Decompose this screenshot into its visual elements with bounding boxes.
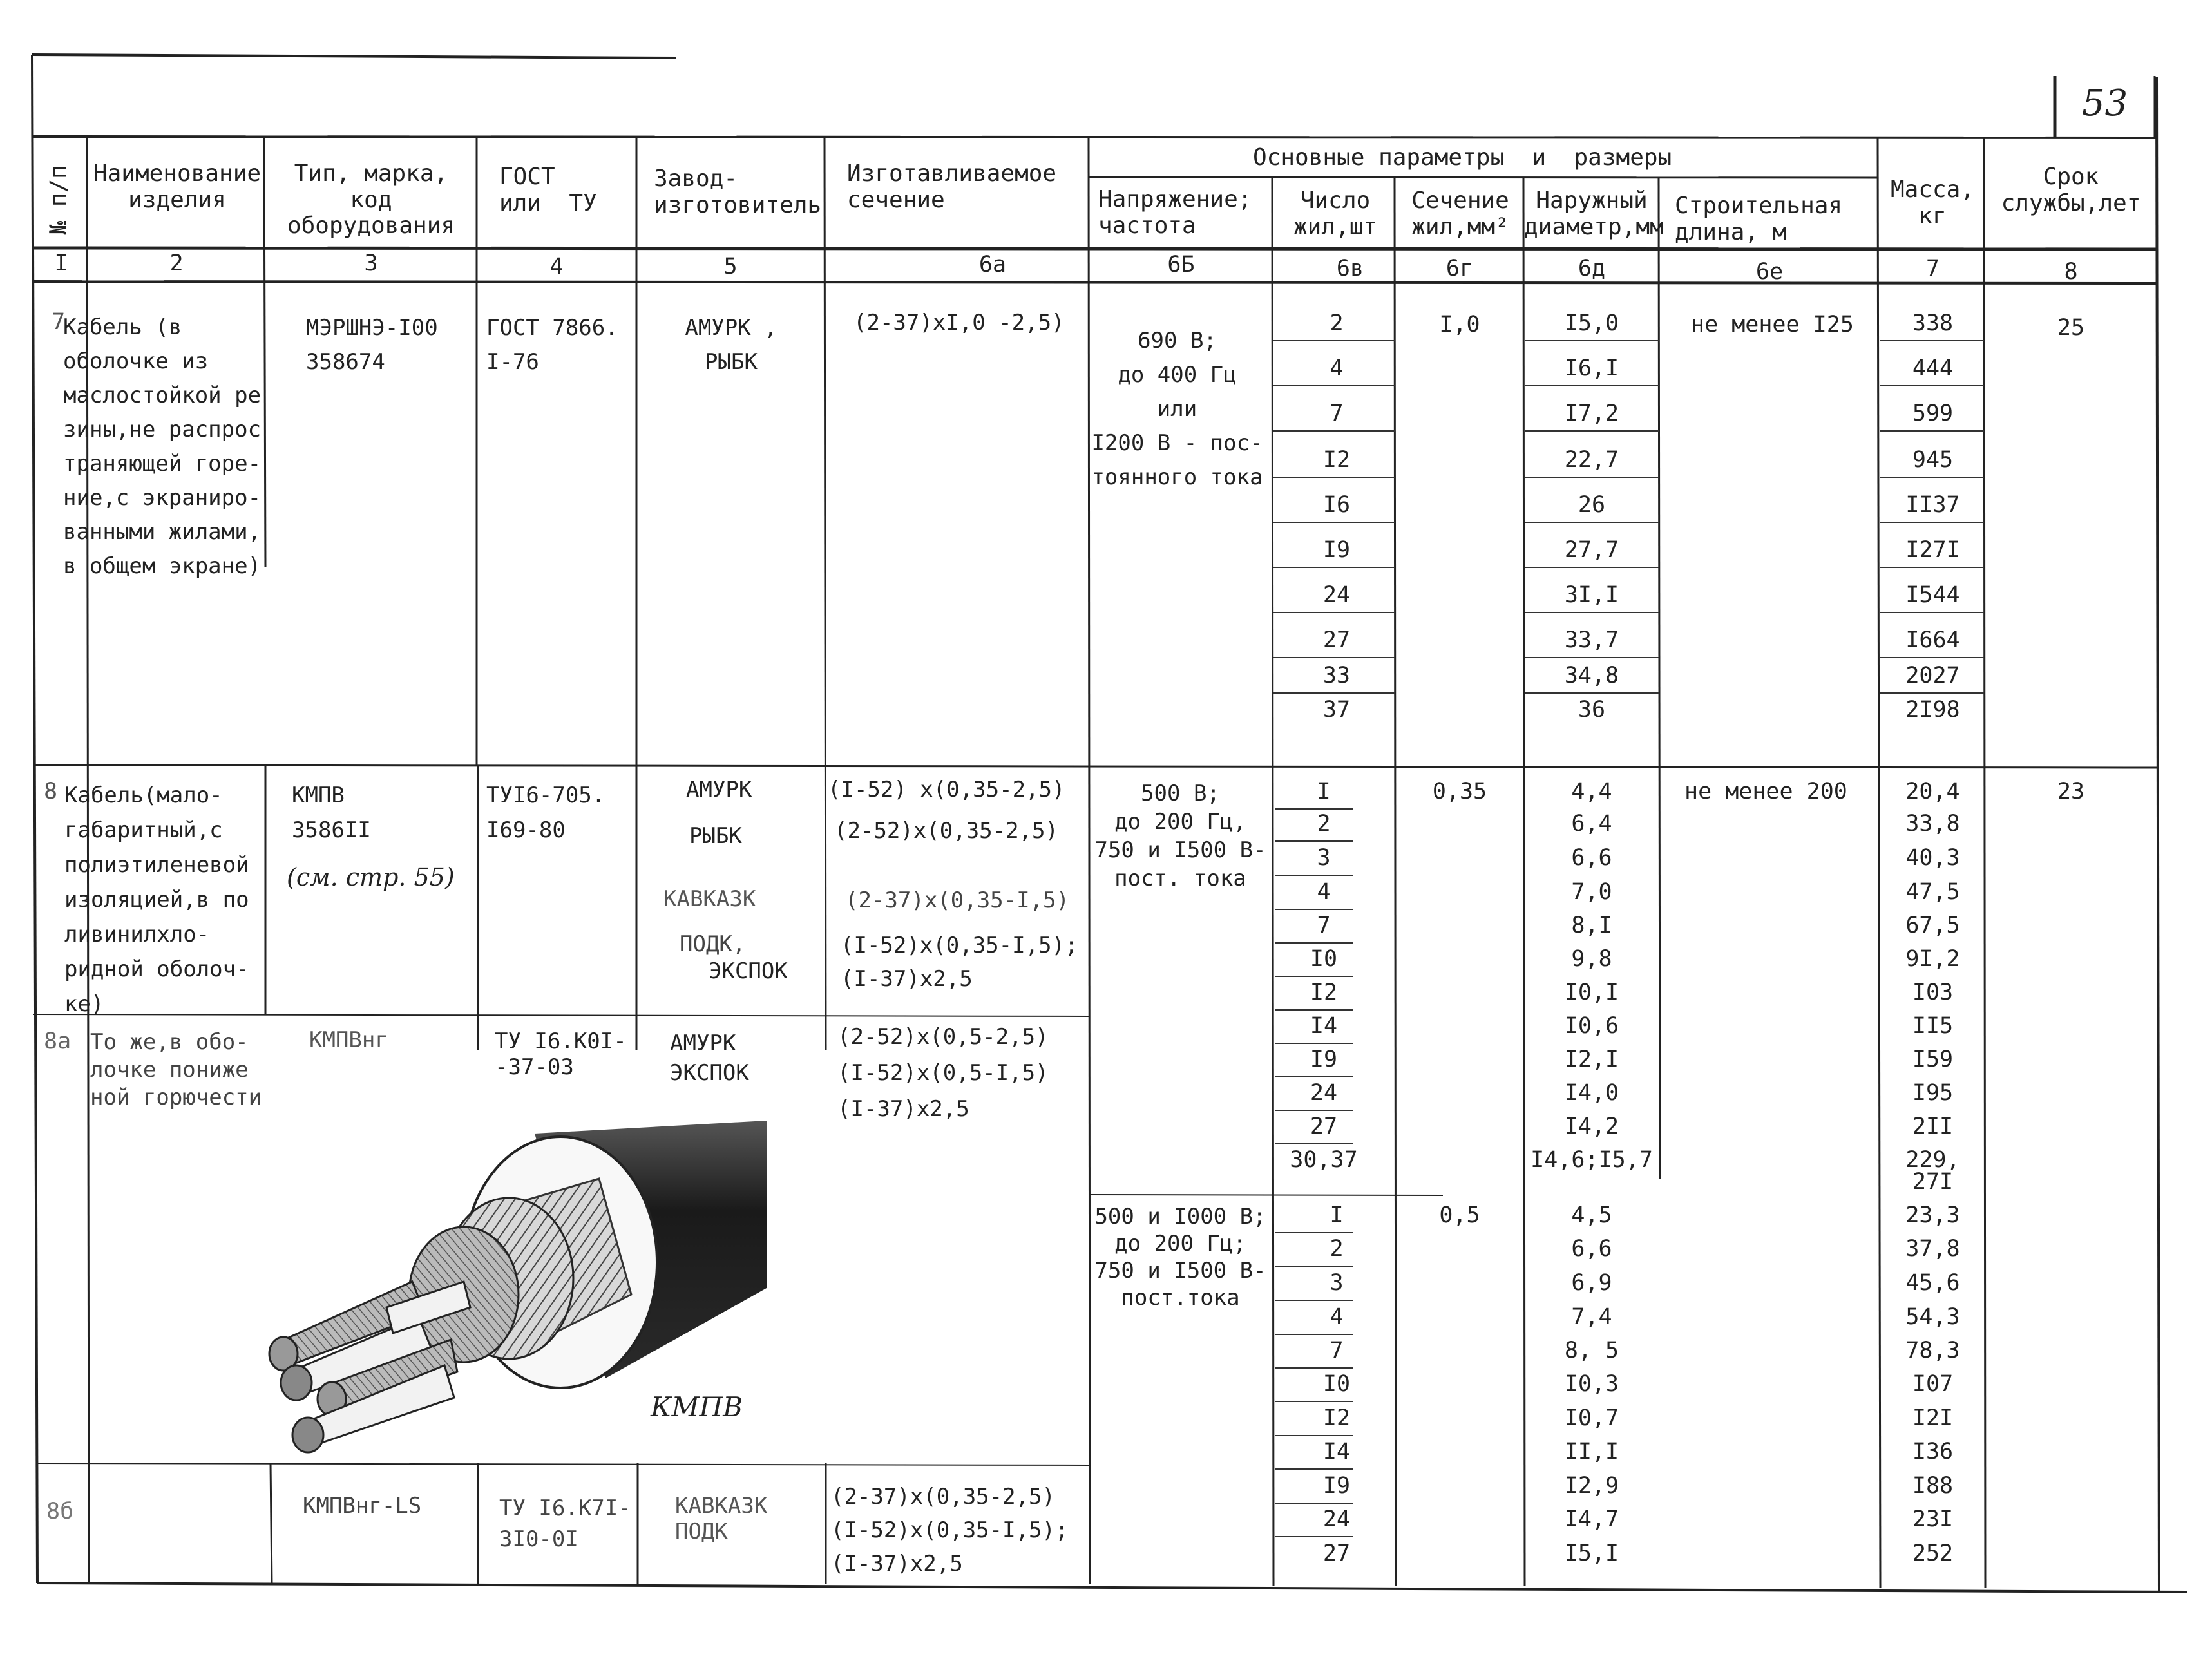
- row7-diameter: I5,0: [1564, 310, 1619, 336]
- row8-diameter: I4,0: [1564, 1080, 1619, 1106]
- row8b-sections: (2-37)х(0,35-2,5) (I-52)х(0,35-I,5); (I-37)х2,5: [831, 1484, 1069, 1577]
- row7-core-count: 37: [1322, 697, 1351, 723]
- row8-diameter: I2,I: [1564, 1047, 1619, 1072]
- block2-diameter: I0,3: [1564, 1371, 1619, 1397]
- row7-core-count: 7: [1330, 401, 1344, 426]
- block2-diameter: I0,7: [1564, 1405, 1619, 1431]
- row8b-gost: ТУ I6.К7I- 3I0-0I: [499, 1495, 631, 1552]
- row7-core-count: 24: [1322, 582, 1351, 608]
- block2-core-count: I0: [1322, 1371, 1351, 1397]
- row7-length: не менее I25: [1691, 312, 1854, 337]
- block2-diameter: 8, 5: [1564, 1338, 1619, 1363]
- block2-diameter: 4,5: [1571, 1202, 1612, 1228]
- header-voltage: Напряжение; частота: [1098, 186, 1252, 239]
- row7-life: 25: [2057, 315, 2085, 341]
- row7-mass: I27I: [1905, 537, 1960, 563]
- header-life: Срок службы,лет: [2001, 164, 2141, 216]
- row8-section-4: (I-52)х(0,35-I,5);: [841, 933, 1078, 958]
- colnum-2: 2: [169, 251, 184, 276]
- row8-diameter: 7,0: [1571, 879, 1612, 905]
- row8-diameter: 4,4: [1571, 779, 1612, 804]
- row7-mass: 338: [1912, 310, 1954, 336]
- row7-mass: I664: [1905, 627, 1960, 653]
- row8-core-count: 27: [1310, 1114, 1338, 1139]
- row7-number: 7: [52, 309, 66, 335]
- row8-core-count: I4: [1310, 1013, 1338, 1039]
- row7-section: (2-37)хI,0 -2,5): [853, 310, 1065, 336]
- row8-maker-3: КАВКАЗК: [663, 886, 756, 912]
- block2-mass: 23,3: [1905, 1202, 1960, 1228]
- row8-diameter: 6,6: [1571, 845, 1612, 871]
- row7-diameter: 36: [1578, 697, 1606, 723]
- header-type: Тип, марка, код оборудования: [287, 160, 455, 240]
- block2-core-count: I2: [1322, 1405, 1351, 1431]
- row8-mass: 67,5: [1905, 913, 1960, 938]
- colnum-6g: 6г: [1445, 256, 1474, 281]
- row7-core-count: I6: [1322, 492, 1351, 518]
- row8-diameter: 9,8: [1571, 946, 1612, 972]
- row7-diameter: I7,2: [1564, 401, 1619, 426]
- row7-core-count: 33: [1322, 663, 1351, 688]
- header-maker: Завод- изготовитель: [654, 166, 822, 218]
- row7-diameter: I6,I: [1564, 356, 1619, 381]
- row7-diameter: 22,7: [1564, 447, 1619, 473]
- row8-mass: 47,5: [1905, 879, 1960, 905]
- row8a-number: 8а: [44, 1029, 72, 1054]
- row8-cross: 0,35: [1432, 779, 1487, 804]
- header-cross: Сечение жил,мм²: [1411, 187, 1509, 240]
- row8-type-note: (см. стр. 55): [287, 863, 455, 891]
- row8b-number: 8б: [46, 1499, 74, 1524]
- row7-mass: II37: [1905, 492, 1960, 518]
- row8-maker-1: АМУРК: [686, 777, 752, 802]
- block2-mass: 37,8: [1905, 1236, 1960, 1262]
- row8a-gost: ТУ I6.К0I- -37-03: [495, 1029, 627, 1080]
- block2-mass: 252: [1912, 1541, 1954, 1566]
- row7-mass: 945: [1912, 447, 1954, 473]
- block2-core-count: 7: [1330, 1338, 1344, 1363]
- row8-diameter: 8,I: [1571, 913, 1612, 938]
- row8-section-2: (2-52)х(0,35-2,5): [834, 818, 1058, 844]
- row8-maker-4: ПОДК,: [680, 931, 746, 957]
- page-number: 53: [2082, 82, 2128, 124]
- row7-voltage: 690 В; до 400 Гц или I200 В - пос- тоянного тока: [1091, 328, 1263, 490]
- row8-core-count: I9: [1310, 1047, 1338, 1072]
- row8-maker-5: ЭКСПОК: [709, 958, 788, 984]
- colnum-7: 7: [1925, 256, 1940, 281]
- row8-core-count: I0: [1310, 946, 1338, 972]
- row8-diameter: I0,6: [1564, 1013, 1619, 1039]
- colnum-8: 8: [2064, 259, 2078, 285]
- row7-core-count: 2: [1330, 310, 1344, 336]
- row8-mass: 40,3: [1905, 845, 1960, 871]
- row8-diameter: I0,I: [1564, 980, 1619, 1005]
- colnum-6b: 6Б: [1167, 252, 1195, 278]
- block2-diameter: I4,7: [1564, 1506, 1619, 1532]
- row7-mass: I544: [1905, 582, 1960, 608]
- row8-core-count: 4: [1317, 879, 1331, 905]
- row8-mass: I59: [1912, 1047, 1954, 1072]
- row7-type: МЭРШНЭ-I00 358674: [306, 315, 438, 375]
- row7-mass: 444: [1912, 356, 1954, 381]
- row8a-name: То же,в обо- лочке пониже ной горючести: [90, 1029, 262, 1110]
- header-cores: Число жил,шт: [1293, 187, 1378, 240]
- row8-mass: 33,8: [1905, 811, 1960, 837]
- row8-mass: 9I,2: [1905, 946, 1960, 972]
- row7-diameter: 26: [1578, 492, 1606, 518]
- block2-mass: I07: [1912, 1371, 1954, 1397]
- block2-cross: 0,5: [1439, 1202, 1480, 1228]
- row7-mass: 599: [1912, 401, 1954, 426]
- row7-cross: I,0: [1439, 312, 1480, 337]
- row8-mass: 2II: [1912, 1114, 1954, 1139]
- row7-core-count: 27: [1322, 627, 1351, 653]
- row7-mass: 2027: [1905, 663, 1960, 688]
- row8-maker-2: РЫБК: [689, 823, 742, 849]
- row8b-type: КМПВнг-LS: [303, 1493, 422, 1519]
- row8-diameter: 6,4: [1571, 811, 1612, 837]
- row8-diameter: I4,6;I5,7: [1530, 1147, 1653, 1173]
- block2-diameter: 6,6: [1571, 1236, 1612, 1262]
- header-mass: Масса, кг: [1890, 176, 1975, 229]
- colnum-6d: 6д: [1578, 256, 1606, 281]
- block2-mass: 23I: [1912, 1506, 1954, 1532]
- row8-mass: 229,: [1905, 1147, 1960, 1173]
- row8-mass: I95: [1912, 1080, 1954, 1106]
- header-diam: Наружный диаметр,мм: [1524, 187, 1664, 240]
- block2-diameter: II,I: [1564, 1439, 1619, 1465]
- colnum-6v: 6в: [1336, 256, 1364, 281]
- figure-label: КМПВ: [651, 1391, 743, 1423]
- header-gost: ГОСТ или ТУ: [499, 164, 597, 216]
- row8-voltage: 500 В; до 200 Гц, 750 и I500 В- пост. тока: [1094, 781, 1266, 891]
- block2-voltage: 500 и I000 В; до 200 Гц; 750 и I500 В- пост.тока: [1094, 1204, 1266, 1311]
- block2-core-count: 24: [1322, 1506, 1351, 1532]
- row8-name: Кабель(мало- габаритный,с полиэтиленевой изоляцией,в по ливинилхло- ридной оболоч- ке): [64, 783, 249, 1017]
- row8-core-count: 30,37: [1290, 1147, 1358, 1173]
- block2-mass: I2I: [1912, 1405, 1954, 1431]
- row8-section-1: (I-52) х(0,35-2,5): [828, 777, 1065, 802]
- row8-core-count: 24: [1310, 1080, 1338, 1106]
- row8a-maker: АМУРК ЭКСПОК: [670, 1030, 749, 1086]
- header-section: Изготавливаемое сечение: [847, 160, 1057, 213]
- block2-mass: 78,3: [1905, 1338, 1960, 1363]
- row7-diameter: 34,8: [1564, 663, 1619, 688]
- row8b-maker: КАВКАЗК ПОДК: [675, 1493, 768, 1544]
- row7-maker: АМУРК , РЫБК: [685, 315, 777, 375]
- row8-diameter: I4,2: [1564, 1114, 1619, 1139]
- colnum-3: 3: [364, 251, 378, 276]
- block2-diameter: 6,9: [1571, 1270, 1612, 1296]
- block2-core-count: 3: [1330, 1270, 1344, 1296]
- row8-length: не менее 200: [1684, 779, 1847, 804]
- row7-core-count: I9: [1322, 537, 1351, 563]
- row8-section-5: (I-37)х2,5: [841, 966, 973, 992]
- row8-mass: II5: [1912, 1013, 1954, 1039]
- row8-core-count: I2: [1310, 980, 1338, 1005]
- block2-core-count: I: [1330, 1202, 1344, 1228]
- block2-core-count: 2: [1330, 1236, 1344, 1262]
- row7-mass: 2I98: [1905, 697, 1960, 723]
- block2-diameter: 7,4: [1571, 1304, 1612, 1330]
- row8-life: 23: [2057, 779, 2085, 804]
- colnum-6a: 6а: [978, 252, 1007, 278]
- header-number-label: № п/п: [45, 165, 72, 235]
- block2-mass: 54,3: [1905, 1304, 1960, 1330]
- row8-gost: ТУI6-705. I69-80: [486, 783, 605, 843]
- block2-core-count: I4: [1322, 1439, 1351, 1465]
- row8-mass: 20,4: [1905, 779, 1960, 804]
- header-name: Наименование изделия: [93, 160, 262, 213]
- row8-core-count: 2: [1317, 811, 1331, 837]
- colnum-6e: 6е: [1755, 259, 1784, 285]
- row7-diameter: 27,7: [1564, 537, 1619, 563]
- block2-core-count: 27: [1322, 1541, 1351, 1566]
- row7-gost: ГОСТ 7866. I-76: [486, 315, 618, 375]
- header-group: Основные параметры и размеры: [1253, 144, 1672, 171]
- row8a-sections: (2-52)х(0,5-2,5) (I-52)х(0,5-I,5) (I-37)х2,5: [837, 1024, 1049, 1122]
- row7-name: Кабель (в оболочке из маслостойкой ре зины,не распрос траняющей горе- ние,с экраниро- ванными жилами, в общем экране): [63, 314, 262, 579]
- colnum-1: I: [54, 251, 68, 276]
- colnum-5: 5: [723, 254, 738, 280]
- row7-core-count: 4: [1330, 356, 1344, 381]
- block2-mass: I36: [1912, 1439, 1954, 1465]
- row8-mass: I03: [1912, 980, 1954, 1005]
- row7-diameter: 33,7: [1564, 627, 1619, 653]
- block2-core-count: I9: [1322, 1473, 1351, 1499]
- row8-type: КМПВ 3586II: [292, 783, 371, 843]
- block2-core-count: 4: [1330, 1304, 1344, 1330]
- row8-number: 8: [44, 779, 58, 804]
- row8-core-count: I: [1317, 779, 1331, 804]
- block2-diameter: I2,9: [1564, 1473, 1619, 1499]
- block2-diameter: I5,I: [1564, 1541, 1619, 1566]
- block2-mass: I88: [1912, 1473, 1954, 1499]
- colnum-4: 4: [549, 254, 564, 280]
- row8-mass: 27I: [1912, 1169, 1954, 1195]
- block2-mass: 45,6: [1905, 1270, 1960, 1296]
- row8-section-3: (2-37)х(0,35-I,5): [845, 887, 1069, 913]
- row8a-type: КМПВнг: [309, 1027, 388, 1053]
- row7-core-count: I2: [1322, 447, 1351, 473]
- header-length: Строительная длина, м: [1675, 193, 1843, 245]
- row8-core-count: 3: [1317, 845, 1331, 871]
- row8-core-count: 7: [1317, 913, 1331, 938]
- row7-diameter: 3I,I: [1564, 582, 1619, 608]
